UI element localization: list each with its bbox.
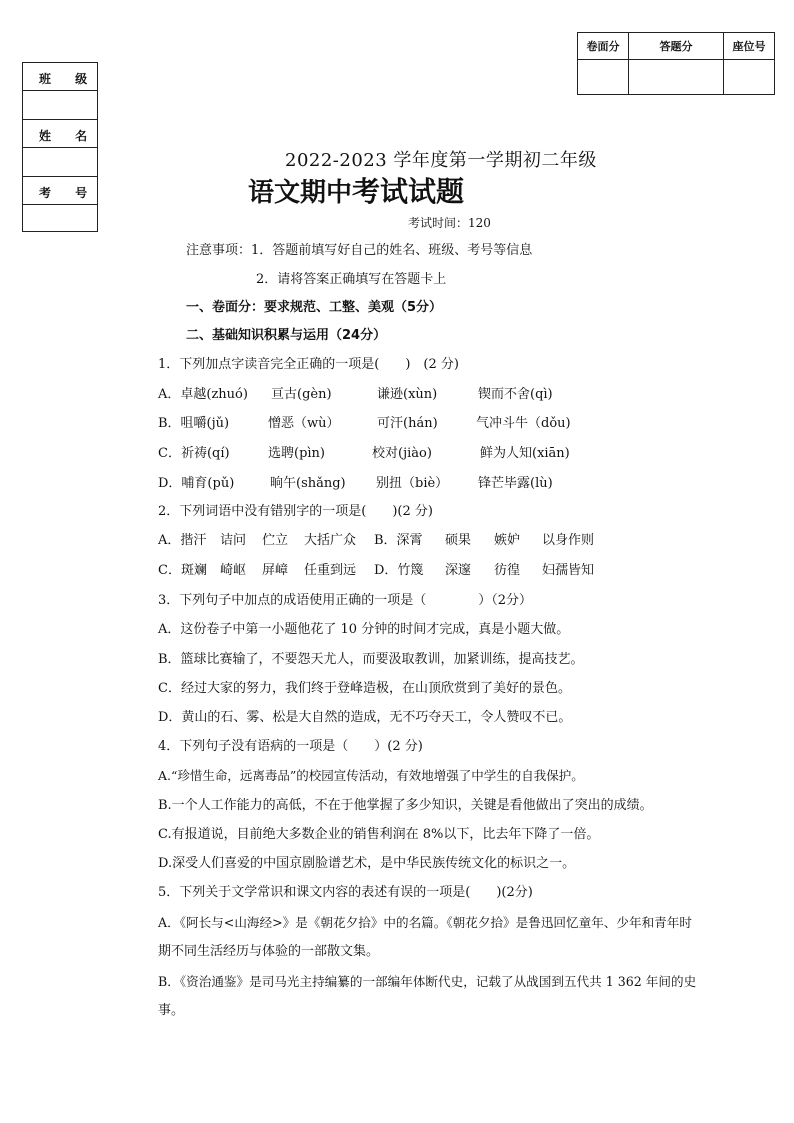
q2-stem: 2．下列词语中没有错别字的一项是( )(2 分) <box>158 504 433 519</box>
id-field[interactable] <box>23 205 97 231</box>
q1-d-2: 晌午(shǎng) <box>270 476 346 491</box>
q2-a-2: 诘问 <box>220 533 247 548</box>
q2-d-2: 深邃 <box>445 563 472 578</box>
score-header-answer: 答题分 <box>629 33 724 60</box>
q2-c-1: C．斑斓 <box>158 563 207 578</box>
q1-d-3: 别扭（biè） <box>376 476 449 491</box>
q2-c-3: 屏嶂 <box>262 563 289 578</box>
q2-d-4: 妇孺皆知 <box>542 563 595 578</box>
exam-title-exam: 考试试题 <box>352 175 465 208</box>
q1-d-4: 锋芒毕露(lù) <box>478 476 553 491</box>
q4-option-a: A.“珍惜生命，远离毒品”的校园宣传活动，有效地增强了中学生的自我保护。 <box>158 768 584 783</box>
id-label: 考 号 <box>39 186 98 200</box>
q1-b-1: B．咀嚼(jǔ) <box>158 416 230 431</box>
q1-b-3: 可汗(hán) <box>377 416 438 431</box>
q2-b-2: 硕果 <box>445 533 472 548</box>
q3-option-b: B．篮球比赛输了，不要怨天尤人，而要汲取教训，加紧训练，提高技艺。 <box>158 652 584 667</box>
q3-option-d: D．黄山的石、雾、松是大自然的造成，无不巧夺天工，令人赞叹不已。 <box>158 710 572 725</box>
q1-b-4: 气冲斗牛（dǒu) <box>476 416 571 431</box>
score-table <box>577 32 775 95</box>
q2-b-1: B．深霄 <box>374 533 423 548</box>
q5-option-a-line2: 期不同生活经历与体验的一部散文集。 <box>158 944 380 959</box>
q5-stem: 5．下列关于文学常识和课文内容的表述有误的一项是( )(2分) <box>158 885 533 900</box>
q4-option-b: B.一个人工作能力的高低，不在于他掌握了多少知识，关键是看他做出了突出的成绩。 <box>158 798 653 813</box>
q1-c-1: C．祈祷(qí) <box>158 446 230 461</box>
student-info-box <box>22 62 98 232</box>
exam-time: 考试时间：120 <box>408 216 491 230</box>
q2-c-2: 崎岖 <box>220 563 247 578</box>
q4-option-d: D.深受人们喜爱的中国京剧脸谱艺术，是中华民族传统文化的标识之一。 <box>158 856 576 871</box>
exam-title-line1: 2022-2023 学年度第一学期初二年级 <box>285 150 597 171</box>
class-label: 班 级 <box>39 72 98 86</box>
q2-a-3: 伫立 <box>262 533 289 548</box>
q2-b-3: 嫉妒 <box>494 533 521 548</box>
q4-stem: 4．下列句子没有语病的一项是（ ）(2 分) <box>158 739 423 754</box>
score-header-neatness: 卷面分 <box>578 33 629 60</box>
q5-option-b-line1: B．《资治通鉴》是司马光主持编纂的一部编年体断代史，记载了从战国到五代共 1 362 年间的史 <box>158 974 697 989</box>
score-cell-seat[interactable] <box>724 60 775 95</box>
name-field[interactable] <box>23 148 97 177</box>
q5-option-a-line1: A．《阿长与<山海经>》是《朝花夕拾》中的名篇。《朝花夕拾》是鲁迅回忆童年、少年和青年时 <box>158 915 692 930</box>
id-label-row <box>23 177 97 205</box>
q2-d-3: 彷徨 <box>494 563 521 578</box>
q5-option-b-line2: 事。 <box>158 1003 185 1018</box>
q1-a-1: A．卓越(zhuó) <box>158 387 248 402</box>
name-label: 姓 名 <box>39 129 98 143</box>
name-label-row <box>23 120 97 148</box>
q1-d-1: D．哺育(pǔ) <box>158 476 235 491</box>
q1-a-4: 锲而不舍(qì) <box>478 387 553 402</box>
score-cell-answer[interactable] <box>629 60 724 95</box>
q2-a-4: 大括广众 <box>304 533 357 548</box>
score-cell-neatness[interactable] <box>578 60 629 95</box>
notice-line1: 注意事项：1．答题前填写好自己的姓名、班级、考号等信息 <box>186 243 533 258</box>
q1-a-3: 谦逊(xùn) <box>377 387 438 402</box>
class-label-row <box>23 63 97 91</box>
notice-line2: 2．请将答案正确填写在答题卡上 <box>256 272 447 287</box>
class-field[interactable] <box>23 91 97 120</box>
q3-stem: 3．下列句子中加点的成语使用正确的一项是（ ）（2分） <box>158 593 533 608</box>
q1-stem: 1．下列加点字读音完全正确的一项是( ) (2 分) <box>158 357 459 372</box>
q3-option-c: C．经过大家的努力，我们终于登峰造极，在山顶欣赏到了美好的景色。 <box>158 681 571 696</box>
score-header-seat: 座位号 <box>724 33 775 60</box>
exam-title-subject: 语文期中 <box>248 178 353 208</box>
q2-d-1: D．竹篾 <box>374 563 424 578</box>
q3-option-a: A．这份卷子中第一小题他花了 10 分钟的时间才完成，真是小题大做。 <box>158 622 570 637</box>
q1-c-3: 校对(jiào) <box>372 446 432 461</box>
q1-a-2: 亘古(gèn) <box>271 387 332 402</box>
exam-title-line2 <box>248 170 464 210</box>
section2-heading: 二、基础知识积累与运用（24分） <box>186 328 387 343</box>
q2-b-4: 以身作则 <box>542 533 595 548</box>
q2-a-1: A．揩汗 <box>158 533 207 548</box>
q4-option-c: C.有报道说，目前绝大多数企业的销售利润在 8%以下，比去年下降了一倍。 <box>158 827 600 842</box>
q2-c-4: 任重到远 <box>304 563 357 578</box>
section1-heading: 一、卷面分：要求规范、工整、美观（5分） <box>186 300 443 315</box>
q1-c-2: 选聘(pìn) <box>268 446 325 461</box>
q1-c-4: 鲜为人知(xiān) <box>480 446 570 461</box>
q1-b-2: 憎恶（wù） <box>268 416 340 431</box>
